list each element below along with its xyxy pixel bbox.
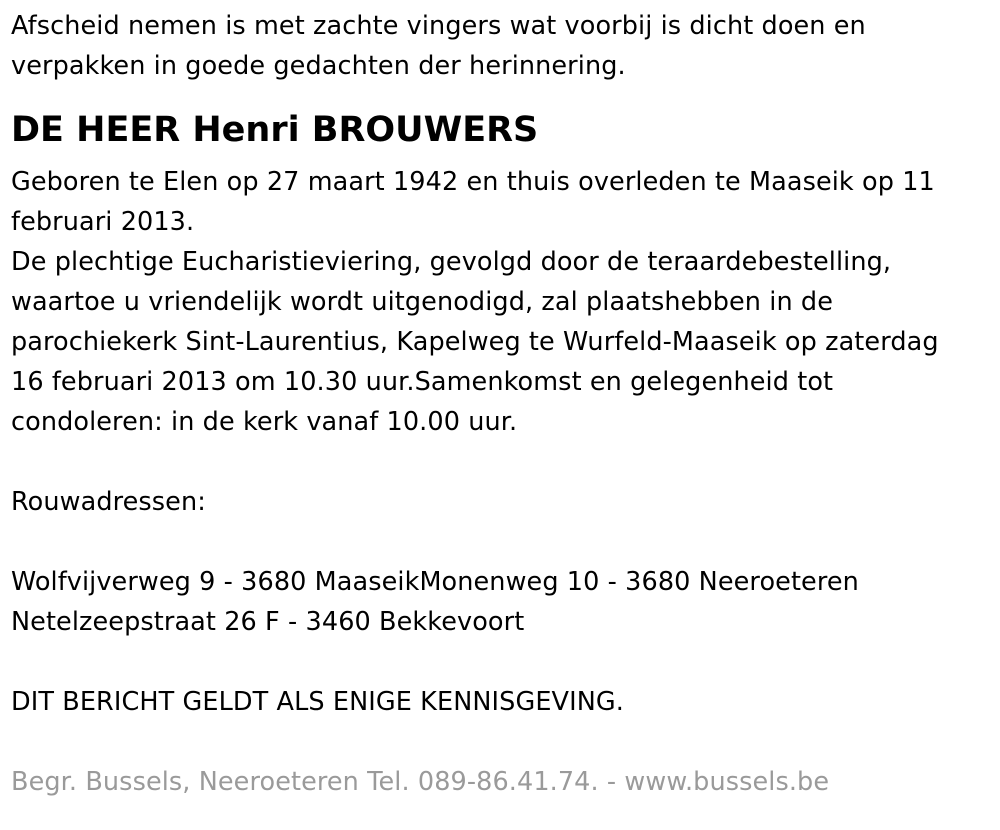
announcement-line: De plechtige Eucharistieviering, gevolgd door de teraardebestelling,: [11, 247, 892, 277]
address-line: Netelzeepstraat 26 F - 3460 Bekkevoort: [11, 607, 525, 637]
motto-line: verpakken in goede gedachten der herinnering.: [11, 51, 626, 81]
announcement-line: condoleren: in de kerk vanaf 10.00 uur.: [11, 407, 518, 437]
address-line: Wolfvijverweg 9 - 3680 MaaseikMonenweg 10 - 3680 Neeroeteren: [11, 567, 859, 597]
announcement-text: [11, 162, 989, 442]
spacer: [11, 442, 989, 482]
mourning-addresses: [11, 562, 989, 642]
spacer: [11, 642, 989, 682]
announcement-line: parochiekerk Sint-Laurentius, Kapelweg te Wurfeld-Maaseik op zaterdag: [11, 327, 939, 357]
funeral-home-footer: Begr. Bussels, Neeroeteren Tel. 089-86.41.74. - www.bussels.be: [11, 767, 830, 797]
announcement-line: waartoe u vriendelijk wordt uitgenodigd, zal plaatshebben in de: [11, 287, 834, 317]
spacer: [11, 722, 989, 762]
announcement-line: 16 februari 2013 om 10.30 uur.Samenkomst en gelegenheid tot: [11, 367, 834, 397]
announcement-line: Geboren te Elen op 27 maart 1942 en thuis overleden te Maaseik op 11: [11, 167, 935, 197]
motto-text: [11, 6, 989, 86]
deceased-name: DE HEER Henri BROUWERS: [11, 110, 539, 150]
mourning-heading: Rouwadressen:: [11, 487, 206, 517]
motto-line: Afscheid nemen is met zachte vingers wat voorbij is dicht doen en: [11, 11, 866, 41]
spacer: [11, 522, 989, 562]
notice-text: DIT BERICHT GELDT ALS ENIGE KENNISGEVING.: [11, 687, 624, 717]
announcement-line: februari 2013.: [11, 207, 195, 237]
